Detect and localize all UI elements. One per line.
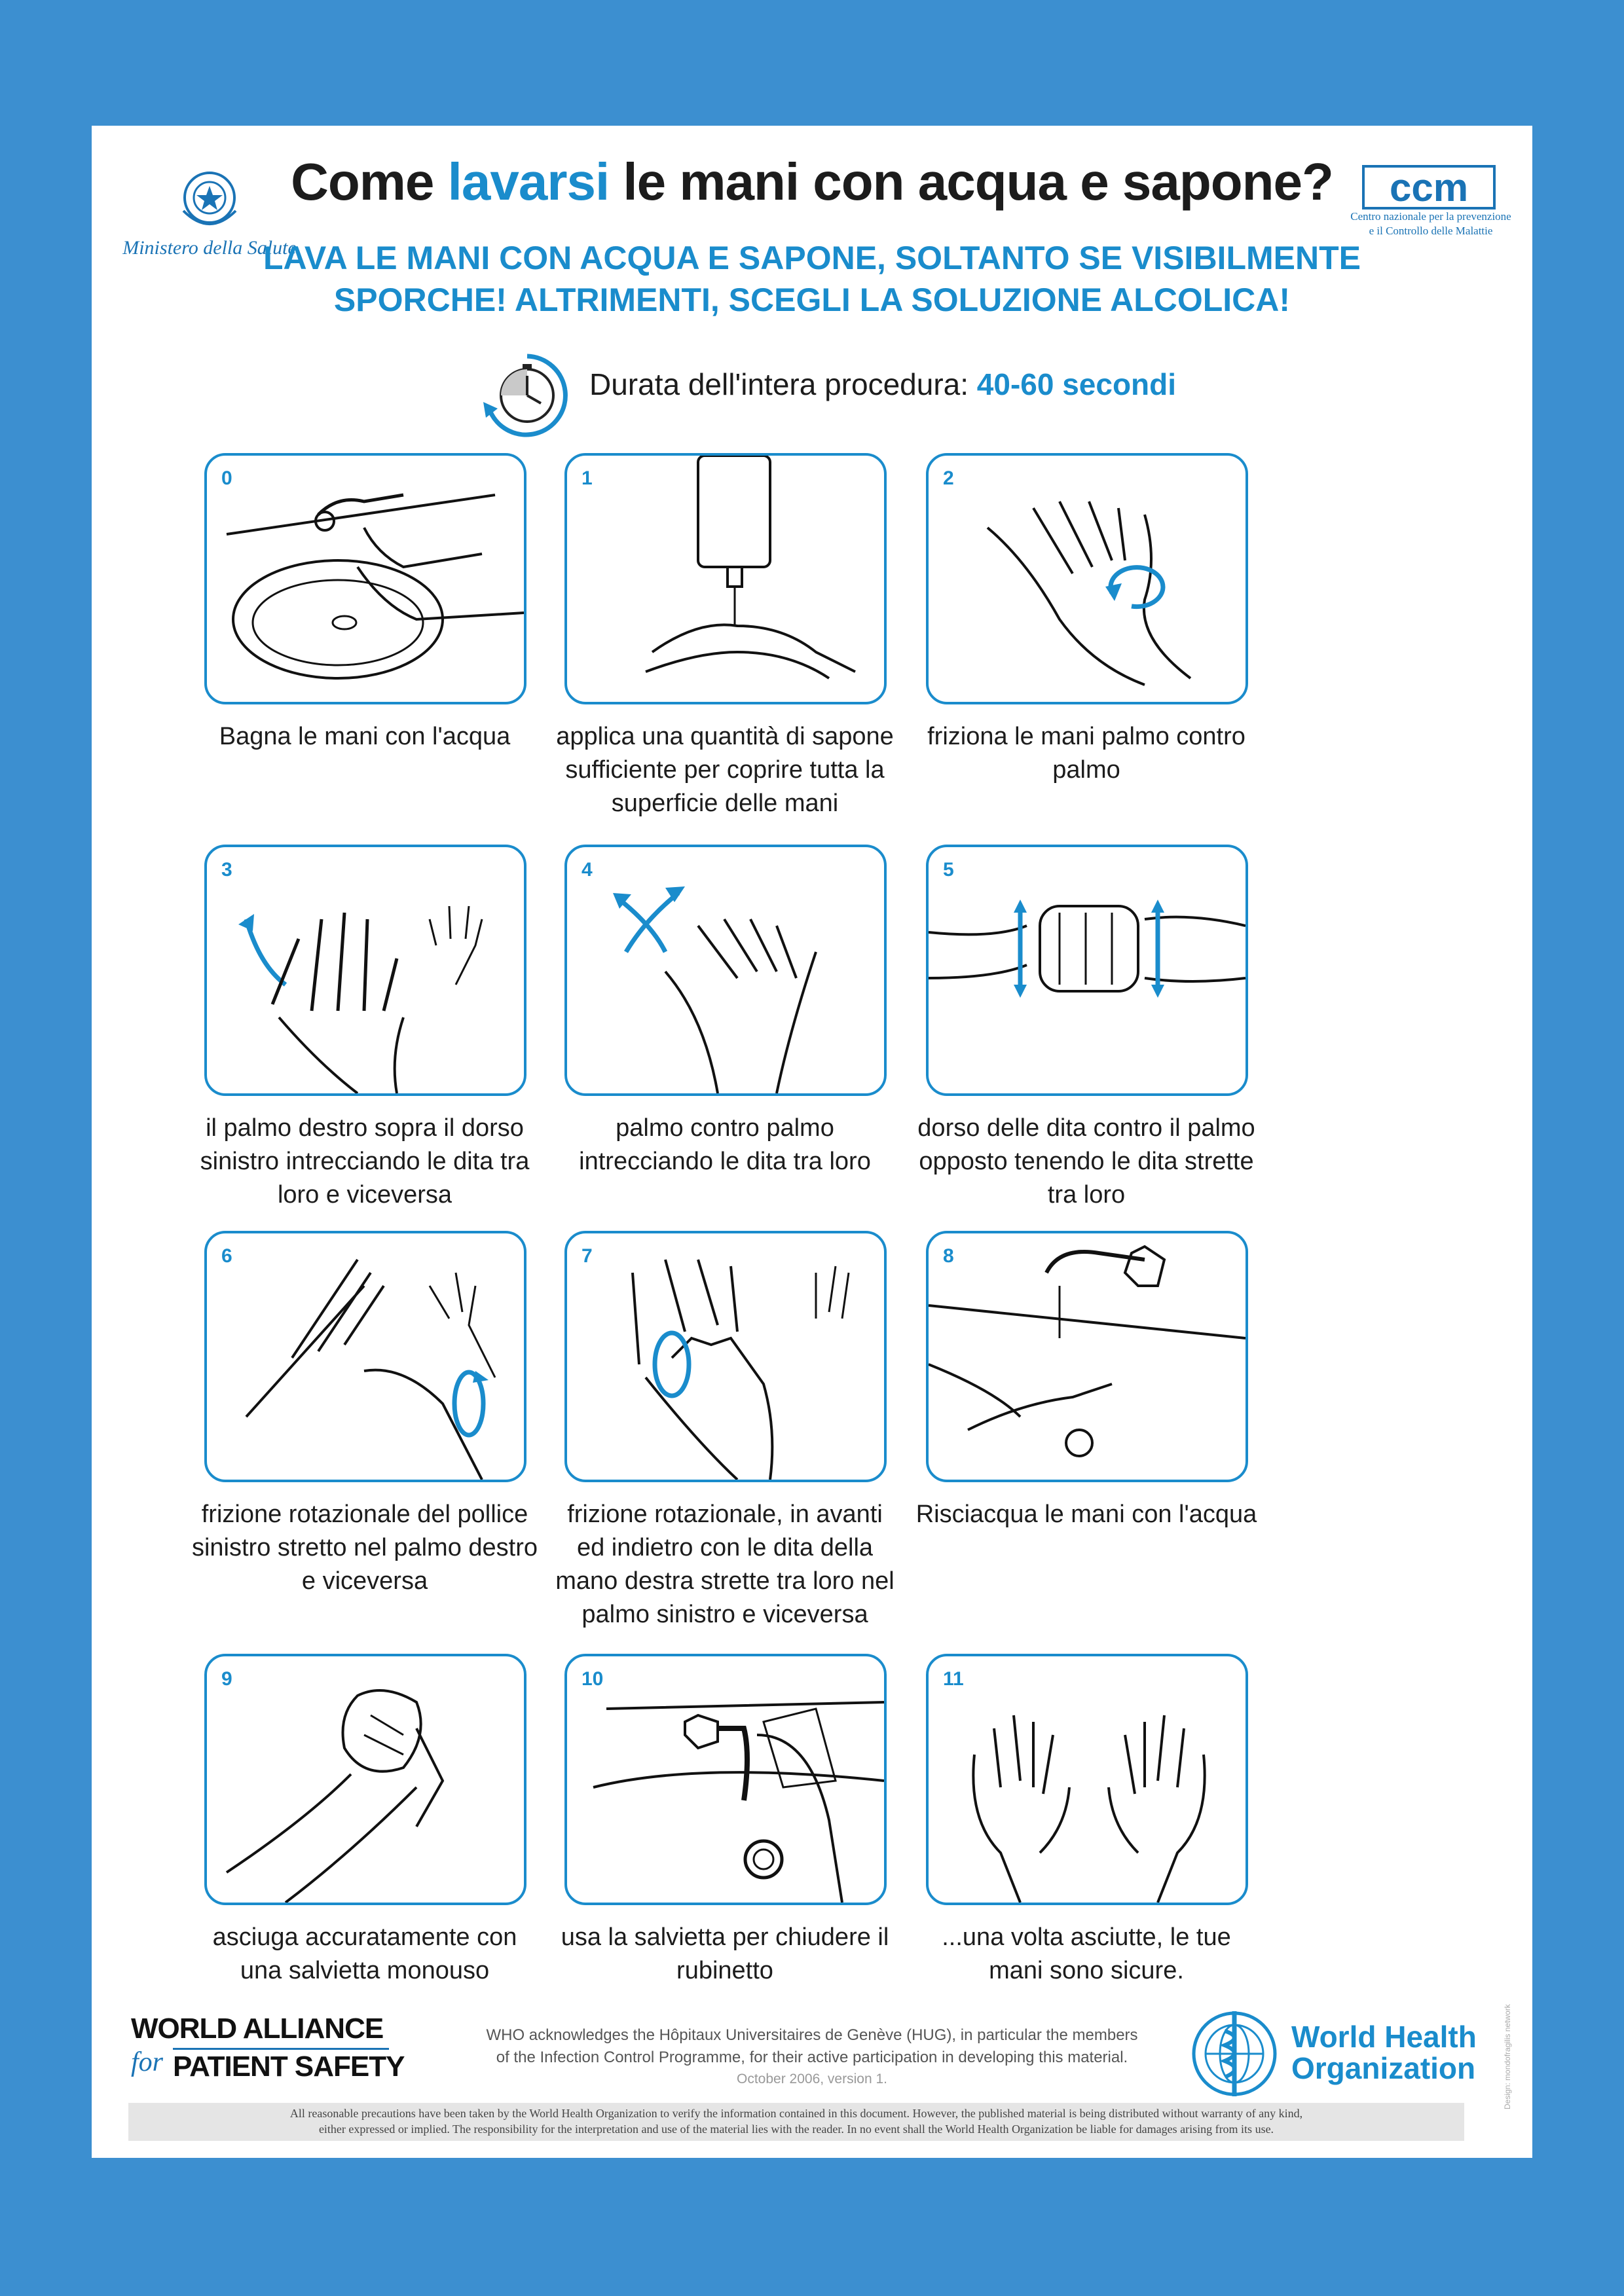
duration — [589, 367, 1176, 402]
step-illustration — [926, 845, 1248, 1096]
ccm-subtitle-line2: e il Controllo delle Malattie — [1369, 225, 1493, 237]
step-caption: frizione rotazionale del pollice sinistro stretto nel palmo destro e viceversa — [191, 1501, 538, 1595]
ministry-name: Ministero della Salute — [122, 237, 297, 259]
who-emblem-icon — [1185, 2005, 1283, 2103]
step-caption: applica una quantità di sapone sufficiente per coprire tutta la superficie delle mani — [556, 723, 894, 817]
thumb-rotation-icon — [207, 1233, 524, 1480]
palm-to-palm-icon — [929, 456, 1246, 702]
world-alliance-for: for — [131, 2047, 164, 2077]
world-alliance-line1: WORLD ALLIANCE — [131, 2013, 384, 2045]
step-caption: Bagna le mani con l'acqua — [219, 723, 511, 750]
step-number: 3 — [221, 859, 232, 881]
ccm-logo-text: ccm — [1389, 166, 1469, 210]
step-illustration — [204, 1654, 526, 1905]
interlaced-fingers-icon — [567, 847, 884, 1093]
safe-hands-icon — [929, 1656, 1246, 1903]
fingertips-rotation-icon — [567, 1233, 884, 1480]
step-number: 4 — [581, 859, 593, 881]
step-number: 7 — [581, 1245, 593, 1267]
step-number: 6 — [221, 1245, 232, 1267]
step-illustration — [926, 1231, 1248, 1482]
soap-dispenser-icon — [567, 456, 884, 702]
acknowledgement — [452, 2024, 1172, 2069]
disclaimer-line1: All reasonable precautions have been taken by the World Health Organization to verify the information contained in this document. However, the published material is being distributed without warranty of any kind, — [289, 2107, 1303, 2120]
step-illustration — [564, 845, 887, 1096]
version: October 2006, version 1. — [737, 2071, 887, 2086]
rinse-hands-icon — [929, 1233, 1246, 1480]
step-caption: Risciacqua le mani con l'acqua — [915, 1501, 1257, 1528]
who-name — [1291, 2021, 1477, 2084]
step-caption: ...una volta asciutte, le tue mani sono sicure. — [942, 1923, 1231, 1984]
who-name-line1: World Health — [1291, 2020, 1477, 2054]
step-number: 5 — [943, 859, 954, 881]
step-number: 8 — [943, 1245, 954, 1267]
step-caption: il palmo destro sopra il dorso sinistro intrecciando le dita tra loro e viceversa — [200, 1114, 530, 1209]
disclaimer-line2: either expressed or implied. The responsibility for the interpretation and use of the material lies with the reader. In no event shall the World Health Organization be liable for damages arising from its use. — [318, 2123, 1274, 2136]
step-illustration — [204, 1231, 526, 1482]
timer-icon — [478, 348, 576, 446]
wet-hands-sink-icon — [207, 456, 524, 702]
step-caption: frizione rotazionale, in avanti ed indietro con le dita della mano destra strette tra loro nel palmo sinistro e viceversa — [555, 1501, 895, 1628]
close-tap-icon — [567, 1656, 884, 1903]
interlocked-fingers-icon — [929, 847, 1246, 1093]
acknowledgement-line2: of the Infection Control Programme, for their active participation in developing this material. — [496, 2049, 1128, 2066]
poster — [92, 126, 1532, 2158]
duration-label: Durata dell'intera procedura: — [589, 367, 977, 401]
palm-over-dorsum-icon — [207, 847, 524, 1093]
subtitle-line2: SPORCHE! ALTRIMENTI, SCEGLI LA SOLUZIONE ALCOLICA! — [333, 282, 1291, 318]
design-credit: Design: mondofragilis network — [1503, 2004, 1512, 2109]
disclaimer — [155, 2105, 1438, 2137]
step-illustration — [926, 453, 1248, 704]
step-number: 1 — [581, 467, 593, 489]
step-caption: asciuga accuratamente con una salvietta monouso — [212, 1923, 517, 1984]
title-pre: Come — [291, 153, 448, 211]
step-illustration — [926, 1654, 1248, 1905]
step-number: 9 — [221, 1668, 232, 1690]
step-illustration — [564, 1654, 887, 1905]
step-caption: palmo contro palmo intrecciando le dita tra loro — [579, 1114, 871, 1175]
title-highlight: lavarsi — [447, 153, 610, 211]
world-alliance-rule — [173, 2048, 389, 2050]
page-subtitle — [262, 237, 1362, 321]
step-caption: friziona le mani palmo contro palmo — [927, 723, 1246, 784]
step-illustration — [564, 1231, 887, 1482]
who-name-line2: Organization — [1291, 2051, 1476, 2085]
step-caption: dorso delle dita contro il palmo opposto tenendo le dita strette tra loro — [917, 1114, 1255, 1209]
acknowledgement-line1: WHO acknowledges the Hôpitaux Universitaires de Genève (HUG), in particular the members — [486, 2026, 1138, 2044]
dry-towel-icon — [207, 1656, 524, 1903]
ccm-subtitle — [1339, 210, 1522, 238]
subtitle-line1: LAVA LE MANI CON ACQUA E SAPONE, SOLTANTO SE VISIBILMENTE — [263, 240, 1361, 276]
step-number: 11 — [943, 1668, 964, 1690]
page-title — [92, 152, 1532, 212]
step-caption: usa la salvietta per chiudere il rubinetto — [561, 1923, 889, 1984]
world-alliance-line2: PATIENT SAFETY — [173, 2050, 405, 2083]
step-illustration — [204, 845, 526, 1096]
step-number: 2 — [943, 467, 954, 489]
duration-value: 40-60 secondi — [976, 367, 1177, 401]
title-post: le mani con acqua e sapone? — [609, 153, 1333, 211]
ccm-subtitle-line1: Centro nazionale per la prevenzione — [1350, 210, 1511, 223]
step-illustration — [204, 453, 526, 704]
step-number: 10 — [581, 1668, 604, 1690]
step-illustration — [564, 453, 887, 704]
step-number: 0 — [221, 467, 232, 489]
